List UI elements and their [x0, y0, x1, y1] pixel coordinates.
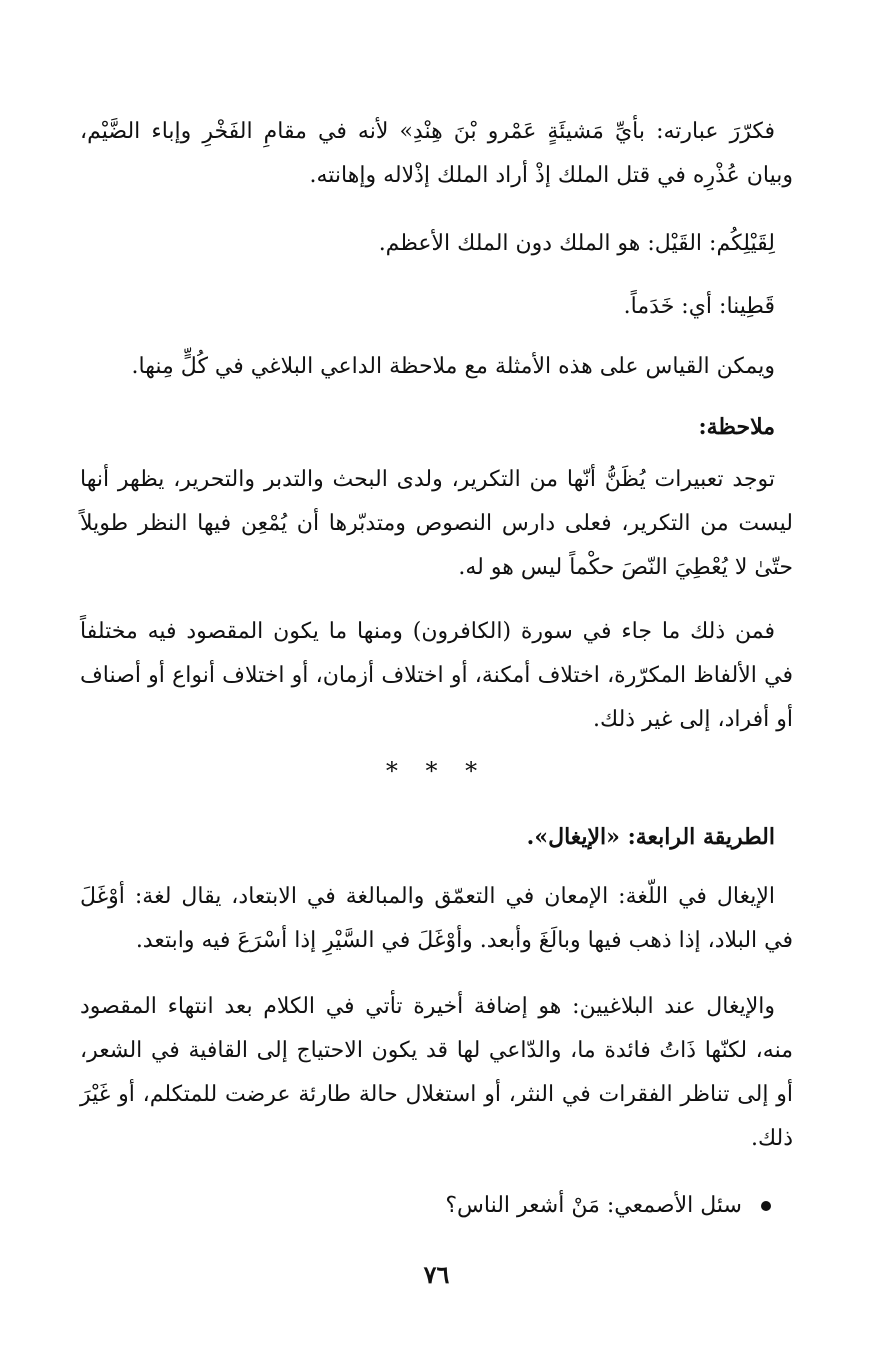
paragraph-6: فمن ذلك ما جاء في سورة (الكافرون) ومنها ما يكون المقصود فيه مختلفاً في الألفاظ المكرّرة، اختلاف أمكنة، أو اختلاف أزمان، أو اختلاف أنواع أو أصناف أو أفراد، إلى غير ذلك.	[80, 619, 793, 732]
paragraph-7: الإيغال في اللّغة: الإمعان في التعمّق والمبالغة في الابتعاد، يقال لغة: أوْغَلَ في البلاد، إذا ذهب فيها وبالَغَ وأبعد. وأوْغَلَ في السَّيْرِ إذا أسْرَعَ فيه وابتعد.	[80, 884, 793, 953]
paragraph-4: ويمكن القياس على هذه الأمثلة مع ملاحظة الداعي البلاغي في كُلٍّ مِنها.	[131, 354, 775, 379]
paragraph-1: فكرّرَ عبارته: بأيِّ مَشيئَةٍ عَمْرو بْنَ هِنْدِ» لأنه في مقامِ الفَخْرِ وإباء الضَّيْم، وبيان عُذْرِه في قتل الملك إذْ أراد الملك إذْلاله وإهانته.	[80, 119, 793, 188]
bullet-item-container	[80, 1184, 793, 1228]
paragraph-1-container	[80, 110, 793, 198]
paragraph-6-container	[80, 610, 793, 742]
paragraph-5: توجد تعبيرات يُظَنُّ أنّها من التكرير، ولدى البحث والتدبر والتحرير، يظهر أنها ليست من التكرير، فعلى دارس النصوص ومتدبّرها أن يُمْعِن فيها النظر طويلاً حتّىٰ لا يُعْطِيَ النّصَ حكْماً ليس هو له.	[80, 467, 793, 580]
paragraph-8-container	[80, 985, 793, 1161]
bullet-item-text: سئل الأصمعي: مَنْ أشعر الناس؟	[445, 1193, 742, 1218]
paragraph-2: لِقَيْلِكُم: القَيْل: هو الملك دون الملك الأعظم.	[378, 231, 775, 256]
note-heading: ملاحظة:	[698, 414, 775, 440]
bullet-icon	[761, 1201, 771, 1211]
section-title-container	[80, 815, 793, 859]
bullet-item	[80, 1184, 793, 1228]
paragraph-2-container	[80, 222, 793, 266]
paragraph-4-container	[80, 345, 793, 389]
section-separator: * * *	[385, 757, 488, 785]
paragraph-7-container	[80, 875, 793, 963]
page-number: ٧٦	[423, 1260, 450, 1289]
paragraph-5-container	[80, 458, 793, 590]
note-heading-container	[80, 405, 793, 449]
paragraph-3: قَطِينا: أي: خَدَماً.	[623, 294, 775, 319]
section-title: الطريقة الرابعة: «الإيغال».	[526, 824, 775, 850]
paragraph-8: والإيغال عند البلاغيين: هو إضافة أخيرة تأتي في الكلام بعد انتهاء المقصود منه، لكنّها ذَاتُ فائدة ما، والدّاعي لها قد يكون الاحتياج إلى القافية في الشعر، أو إلى تناظر الفقرات في النثر، أو استغلال حالة طارئة عرضت للمتكلم، أو غَيْرَ ذلك.	[80, 994, 793, 1151]
paragraph-3-container	[80, 285, 793, 329]
